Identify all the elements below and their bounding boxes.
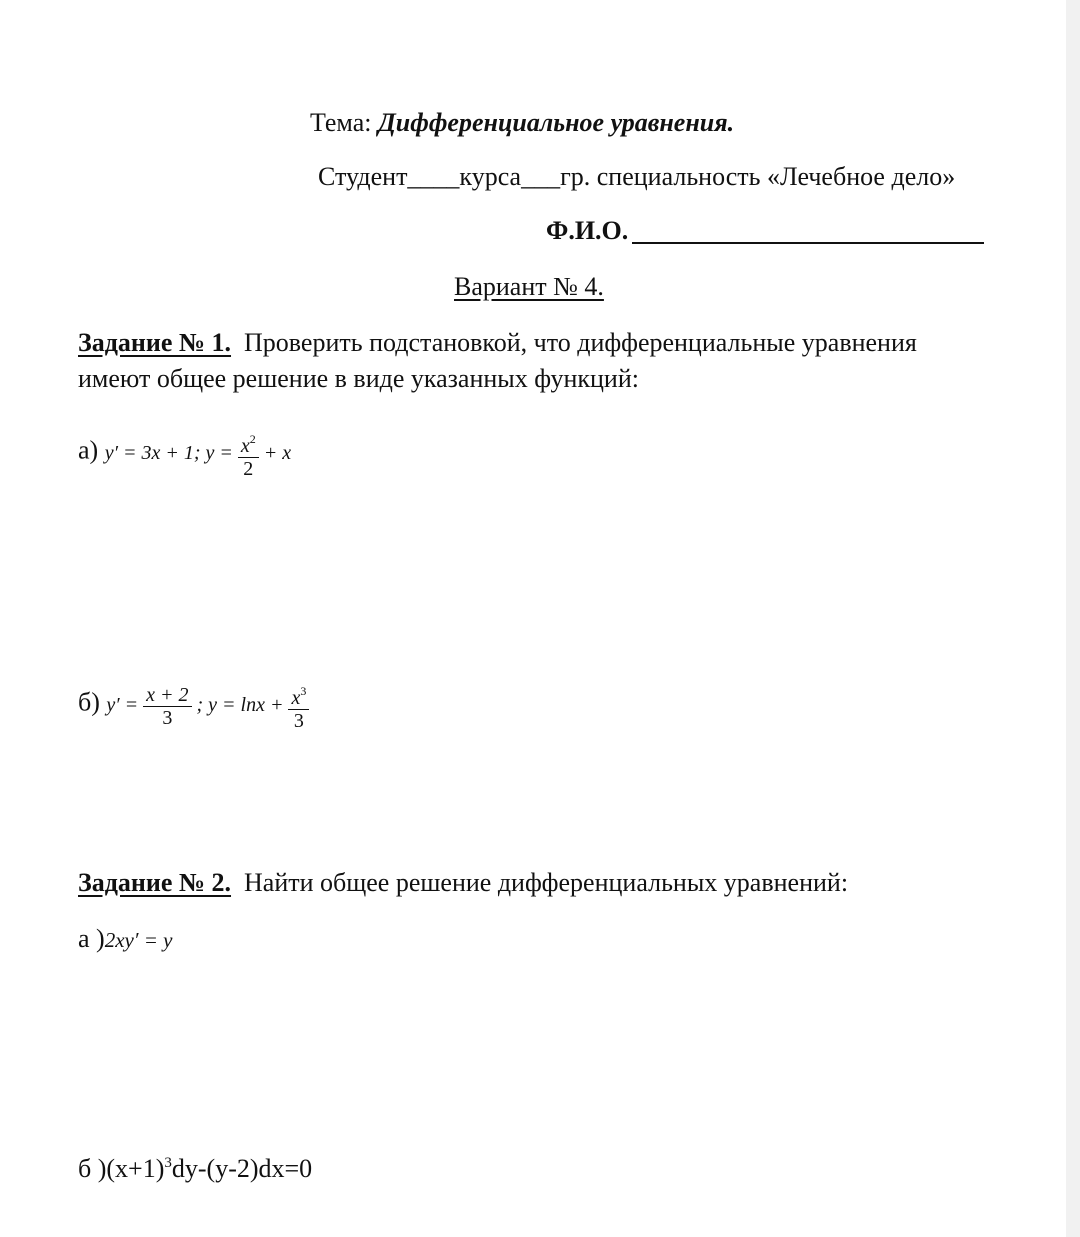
task2-item-b-exponent: 3 bbox=[164, 1155, 172, 1171]
task2-label: Задание № 2. bbox=[78, 868, 232, 897]
task1-text-line1: Проверить подстановкой, что дифференциальные уравнения bbox=[244, 328, 917, 357]
task1-text-line2: имеют общее решение в виде указанных функций: bbox=[78, 364, 639, 393]
task1-item-b-fraction-1 bbox=[143, 684, 191, 729]
fraction-denominator: 2 bbox=[243, 458, 254, 480]
fraction-denominator: 3 bbox=[162, 706, 173, 729]
task2-item-b-eq-post: dy-(y-2)dx=0 bbox=[171, 1154, 313, 1183]
task1-heading bbox=[78, 328, 917, 358]
fraction-numerator: x + 2 bbox=[143, 684, 191, 707]
task1-item-b-marker: б) bbox=[78, 687, 100, 717]
student-line: Студент____курса___гр. специальность «Лечебное дело» bbox=[318, 162, 956, 191]
task1-item-b-fraction-2 bbox=[288, 680, 309, 732]
task1-item-a bbox=[78, 428, 291, 480]
task2-item-b-equation bbox=[106, 1154, 312, 1183]
task1-item-b-middle: ; y = lnx + bbox=[196, 693, 284, 716]
fio-label: Ф.И.О. bbox=[546, 216, 629, 245]
task2-text: Найти общее решение дифференциальных уравнений: bbox=[244, 868, 849, 897]
task1-item-b-eq-left: y′ = bbox=[106, 693, 139, 716]
task2-item-a bbox=[78, 924, 172, 955]
fraction-numerator-exponent: 3 bbox=[300, 684, 307, 698]
task1-item-b bbox=[78, 680, 309, 732]
task1-label: Задание № 1. bbox=[78, 328, 232, 357]
topic-title: Дифференциальное уравнения. bbox=[377, 108, 735, 137]
fraction-numerator: x bbox=[240, 435, 250, 457]
fraction-numerator: x bbox=[291, 687, 301, 709]
task2-item-b bbox=[78, 1148, 312, 1184]
task2-heading bbox=[78, 868, 848, 898]
task1-item-b-equation bbox=[106, 683, 309, 732]
task2-item-a-equation: 2xy′ = y bbox=[104, 928, 173, 952]
task1-item-a-tail: + x bbox=[263, 441, 292, 464]
task2-item-b-marker: б ) bbox=[78, 1154, 107, 1183]
task1-item-a-marker: а) bbox=[78, 435, 99, 465]
task1-item-a-equation bbox=[104, 432, 292, 480]
task1-item-a-fraction bbox=[238, 428, 259, 480]
fio-underline bbox=[632, 242, 984, 244]
topic-label: Тема: bbox=[310, 108, 372, 137]
task2-item-a-marker: а ) bbox=[78, 924, 105, 953]
fraction-numerator-exponent: 2 bbox=[249, 432, 256, 446]
topic-line bbox=[310, 108, 734, 138]
fraction-denominator: 3 bbox=[293, 710, 304, 732]
variant-title: Вариант № 4. bbox=[454, 272, 604, 301]
task1-item-a-eq-left: y′ = 3x + 1; y = bbox=[104, 441, 233, 464]
task2-item-b-eq-pre: (x+1) bbox=[106, 1154, 165, 1183]
